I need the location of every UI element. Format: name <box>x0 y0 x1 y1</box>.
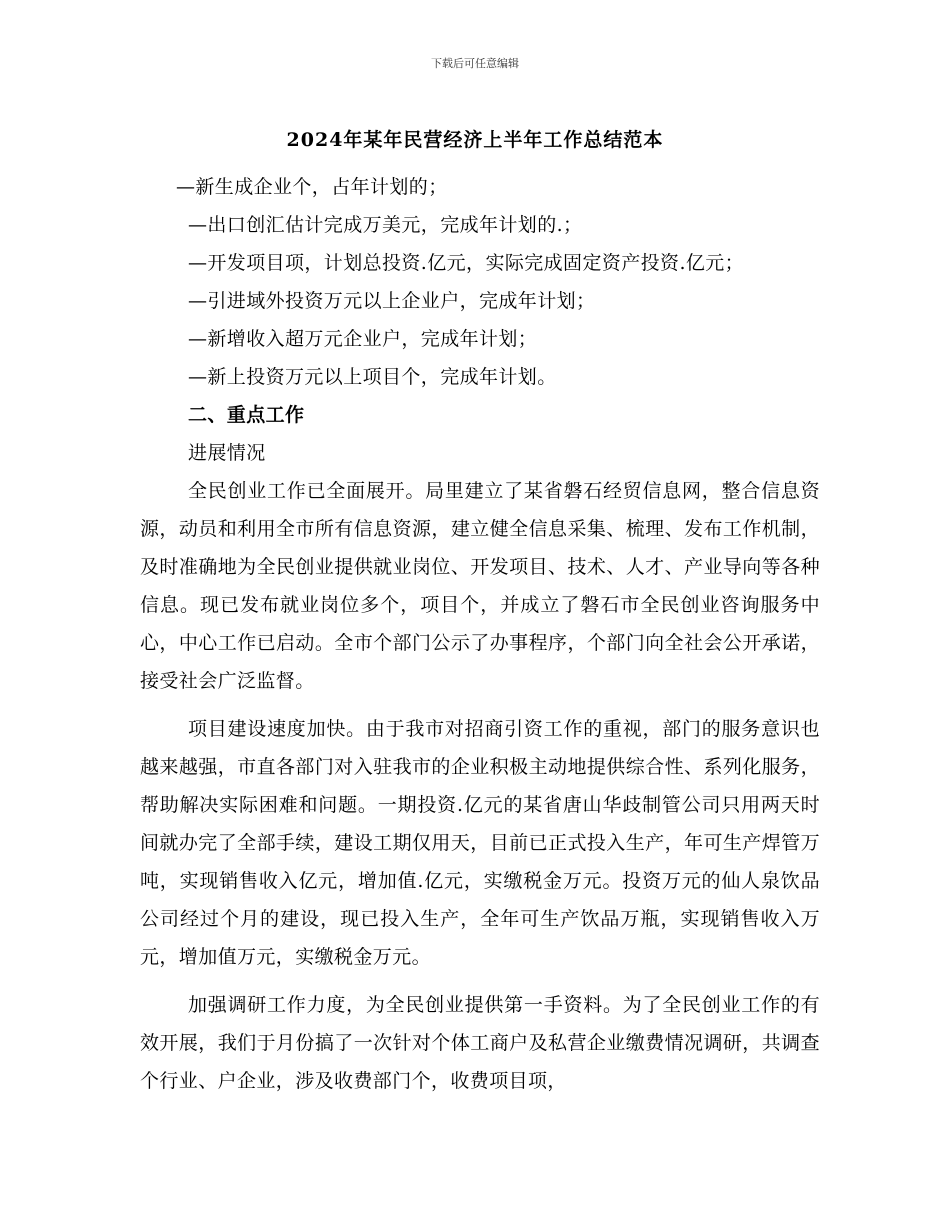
summary-line: —新上投资万元以上项目个，完成年计划。 <box>188 366 557 388</box>
summary-line: —开发项目项，计划总投资.亿元，实际完成固定资产投资.亿元； <box>188 252 745 274</box>
summary-line: —出口创汇估计完成万美元，完成年计划的.； <box>188 214 583 236</box>
subheading: 进展情况 <box>188 442 266 464</box>
document-body <box>140 168 820 1100</box>
summary-line: —引进域外投资万元以上企业户，完成年计划； <box>188 290 596 312</box>
section-heading: 二、重点工作 <box>188 404 305 426</box>
summary-line: —新增收入超万元企业户，完成年计划； <box>188 328 538 350</box>
summary-line: —新生成企业个，占年计划的； <box>176 176 448 198</box>
body-paragraph: 全民创业工作已全面展开。局里建立了某省磐石经贸信息网，整合信息资源，动员和利用全市所有信息资源，建立健全信息采集、梳理、发布工作机制，及时准确地为全民创业提供就业岗位、开发项目、技术、人才、产业导向等各种信息。现已发布就业岗位多个，项目个，并成立了磐石市全民创业咨询服务中心，中心工作已启动。全市个部门公示了办事程序，个部门向全社会公开承诺，接受社会广泛监督。 <box>140 480 820 692</box>
body-paragraph: 项目建设速度加快。由于我市对招商引资工作的重视，部门的服务意识也越来越强，市直各部门对入驻我市的企业积极主动地提供综合性、系列化服务，帮助解决实际困难和问题。一期投资.亿元的某省唐山华歧制管公司只用两天时间就办完了全部手续，建设工期仅用天，目前已正式投入生产，年可生产焊管万吨，实现销售收入亿元，增加值.亿元，实缴税金万元。投资万元的仙人泉饮品公司经过个月的建设，现已投入生产，全年可生产饮品万瓶，实现销售收入万元，增加值万元，实缴税金万元。 <box>140 718 820 968</box>
header-note: 下载后可任意编辑 <box>431 57 519 70</box>
document-title: 2024年某年民营经济上半年工作总结范本 <box>286 129 664 151</box>
body-paragraph: 加强调研工作力度，为全民创业提供第一手资料。为了全民创业工作的有效开展，我们于月份搞了一次针对个体工商户及私营企业缴费情况调研，共调查个行业、户企业，涉及收费部门个，收费项目项， <box>140 994 820 1092</box>
